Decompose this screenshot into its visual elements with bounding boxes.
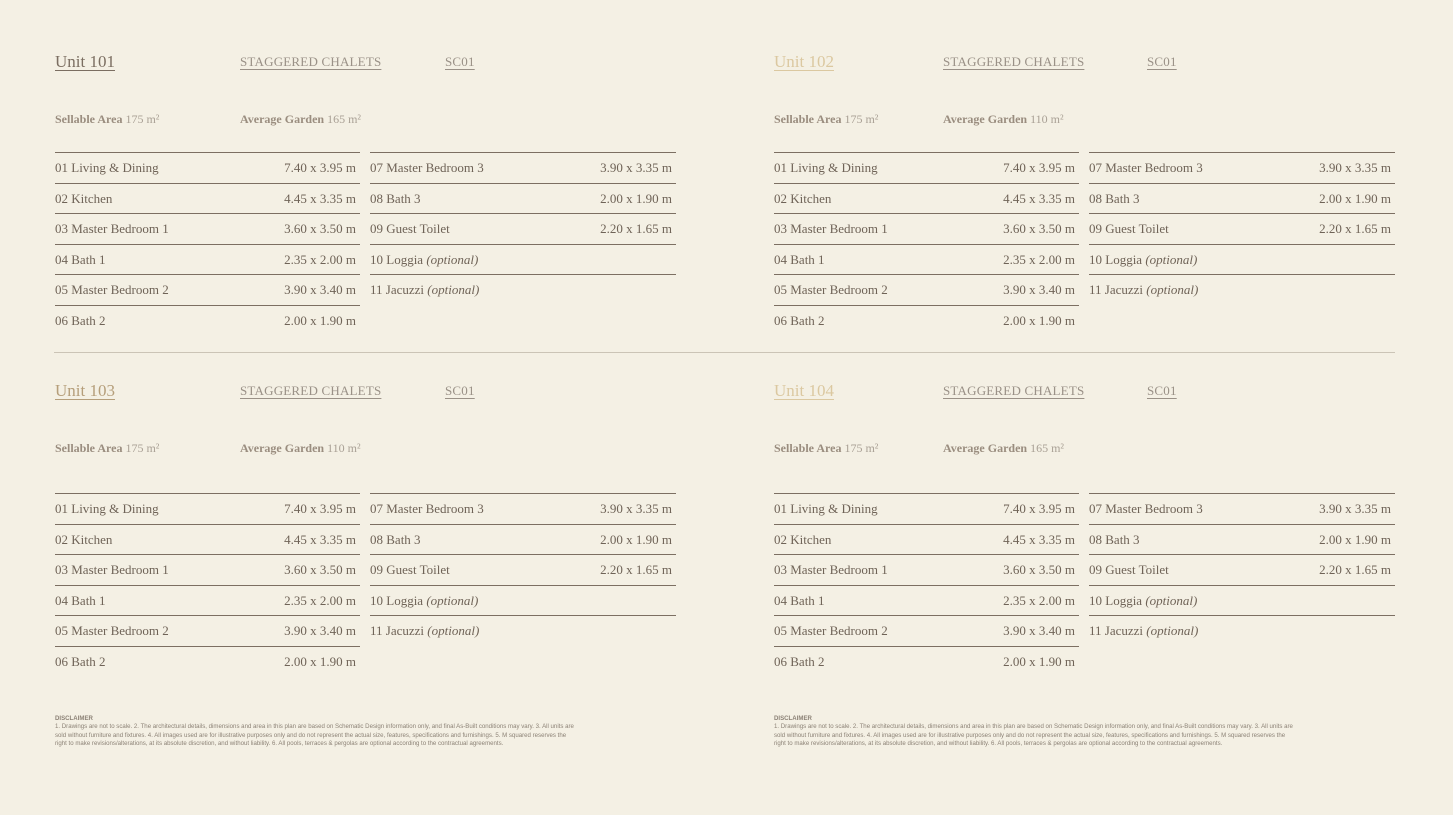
sellable-area-label: Sellable Area bbox=[774, 441, 842, 455]
room-list-right bbox=[1089, 152, 1395, 305]
optional-tag: (optional) bbox=[426, 251, 479, 267]
room-list-right bbox=[370, 493, 676, 646]
room-row bbox=[1089, 615, 1395, 646]
room-dimensions: 7.40 x 3.95 m bbox=[284, 160, 356, 175]
room-dimensions: 4.45 x 3.35 m bbox=[1003, 190, 1075, 206]
room-name: 01 Living & Dining bbox=[55, 501, 159, 516]
room-name: 11 Jacuzzi bbox=[370, 623, 425, 638]
room-dimensions: 2.00 x 1.90 m bbox=[1003, 312, 1075, 328]
room-name: 11 Jacuzzi bbox=[1089, 623, 1144, 638]
room-dimensions: 7.40 x 3.95 m bbox=[1003, 160, 1075, 175]
unit-title[interactable]: Unit 101 bbox=[55, 52, 115, 71]
room-name: 05 Master Bedroom 2 bbox=[774, 623, 888, 638]
room-row bbox=[1089, 493, 1395, 524]
unit-type-link[interactable]: STAGGERED CHALETS bbox=[943, 54, 1085, 69]
room-row bbox=[774, 152, 1079, 183]
room-row bbox=[55, 646, 360, 677]
room-dimensions: 3.60 x 3.50 m bbox=[1003, 562, 1075, 577]
garden-area-label: Average Garden bbox=[943, 112, 1028, 126]
garden-area-value: 110 m² bbox=[1030, 112, 1064, 126]
room-row bbox=[1089, 554, 1395, 585]
room-dimensions: 4.45 x 3.35 m bbox=[284, 531, 356, 547]
room-name: 08 Bath 3 bbox=[370, 190, 421, 206]
room-dimensions: 3.60 x 3.50 m bbox=[284, 221, 356, 236]
room-row bbox=[370, 493, 676, 524]
optional-tag: (optional) bbox=[1146, 623, 1199, 638]
disclaimer-left bbox=[55, 715, 575, 749]
room-name: 05 Master Bedroom 2 bbox=[55, 282, 169, 297]
room-name: 02 Kitchen bbox=[55, 190, 113, 206]
room-dimensions: 4.45 x 3.35 m bbox=[1003, 531, 1075, 547]
room-dimensions: 2.00 x 1.90 m bbox=[284, 312, 356, 328]
room-dimensions: 3.60 x 3.50 m bbox=[284, 562, 356, 577]
room-name: 09 Guest Toilet bbox=[370, 562, 450, 577]
unit-card bbox=[774, 381, 1414, 701]
room-row bbox=[370, 244, 676, 275]
garden-area-value: 165 m² bbox=[327, 112, 362, 126]
room-name: 10 Loggia bbox=[1089, 592, 1143, 608]
disclaimer-right bbox=[774, 715, 1294, 749]
room-row bbox=[55, 213, 360, 244]
room-dimensions: 3.90 x 3.40 m bbox=[1003, 623, 1075, 638]
section-divider bbox=[54, 352, 1395, 353]
room-row bbox=[774, 244, 1079, 275]
room-name: 01 Living & Dining bbox=[774, 501, 878, 516]
room-row bbox=[774, 554, 1079, 585]
room-dimensions: 2.20 x 1.65 m bbox=[1319, 221, 1391, 236]
room-dimensions: 7.40 x 3.95 m bbox=[1003, 501, 1075, 516]
room-dimensions: 2.35 x 2.00 m bbox=[1003, 592, 1075, 608]
room-dimensions: 3.90 x 3.40 m bbox=[284, 623, 356, 638]
sellable-area-label: Sellable Area bbox=[55, 441, 123, 455]
unit-code-link[interactable]: SC01 bbox=[1147, 54, 1177, 69]
room-name: 09 Guest Toilet bbox=[1089, 221, 1169, 236]
unit-title[interactable]: Unit 104 bbox=[774, 381, 834, 400]
room-list-right bbox=[1089, 493, 1395, 646]
room-row bbox=[55, 244, 360, 275]
room-dimensions: 2.00 x 1.90 m bbox=[600, 531, 672, 547]
unit-code-link[interactable]: SC01 bbox=[445, 54, 475, 69]
room-row bbox=[774, 305, 1079, 336]
room-name: 09 Guest Toilet bbox=[1089, 562, 1169, 577]
room-row bbox=[774, 524, 1079, 555]
room-name: 07 Master Bedroom 3 bbox=[370, 501, 484, 516]
room-row bbox=[774, 646, 1079, 677]
sellable-area-value: 175 m² bbox=[125, 441, 160, 455]
optional-tag: (optional) bbox=[1145, 251, 1198, 267]
room-list-left bbox=[774, 493, 1079, 676]
room-name: 03 Master Bedroom 1 bbox=[774, 221, 888, 236]
room-dimensions: 4.45 x 3.35 m bbox=[284, 190, 356, 206]
unit-card bbox=[774, 52, 1414, 372]
disclaimer-text: 1. Drawings are not to scale. 2. The architectural details, dimensions and area in this plan are based on Schematic Design information only, and final As-Built conditions may vary. 3. All units are sold without furniture and fixtures. 4. All images used are for illustrative purposes only and do not represent the actual size, features, specifications and furnishings. 5. M squared reserves the right to make revisions/alterations, at its absolute discretion, and without liability. 6. All pools, terraces & pergolas are optional according to the contractual agreements. bbox=[55, 723, 574, 748]
room-name: 04 Bath 1 bbox=[55, 251, 106, 267]
room-row bbox=[55, 615, 360, 646]
room-row bbox=[774, 183, 1079, 214]
garden-area-value: 165 m² bbox=[1030, 441, 1065, 455]
room-name: 10 Loggia bbox=[370, 592, 424, 608]
sellable-area-value: 175 m² bbox=[125, 112, 160, 126]
room-name: 09 Guest Toilet bbox=[370, 221, 450, 236]
room-name: 06 Bath 2 bbox=[774, 312, 825, 328]
room-name: 06 Bath 2 bbox=[55, 653, 106, 669]
room-dimensions: 2.20 x 1.65 m bbox=[1319, 562, 1391, 577]
unit-title[interactable]: Unit 102 bbox=[774, 52, 834, 71]
optional-tag: (optional) bbox=[427, 623, 480, 638]
room-row bbox=[1089, 524, 1395, 555]
optional-tag: (optional) bbox=[1146, 282, 1199, 297]
room-name: 03 Master Bedroom 1 bbox=[774, 562, 888, 577]
room-name: 06 Bath 2 bbox=[774, 653, 825, 669]
room-dimensions: 3.90 x 3.35 m bbox=[1319, 160, 1391, 175]
room-row bbox=[55, 152, 360, 183]
room-dimensions: 2.35 x 2.00 m bbox=[284, 251, 356, 267]
optional-tag: (optional) bbox=[1145, 592, 1198, 608]
room-name: 04 Bath 1 bbox=[774, 251, 825, 267]
garden-area-label: Average Garden bbox=[240, 441, 325, 455]
room-name: 08 Bath 3 bbox=[370, 531, 421, 547]
room-dimensions: 2.00 x 1.90 m bbox=[1003, 653, 1075, 669]
room-dimensions: 2.35 x 2.00 m bbox=[1003, 251, 1075, 267]
room-row bbox=[1089, 183, 1395, 214]
room-dimensions: 3.90 x 3.40 m bbox=[284, 282, 356, 297]
sellable-area-label: Sellable Area bbox=[55, 112, 123, 126]
room-dimensions: 3.90 x 3.35 m bbox=[1319, 501, 1391, 516]
disclaimer-heading: DISCLAIMER bbox=[774, 715, 812, 722]
room-row bbox=[55, 493, 360, 524]
unit-card bbox=[55, 52, 695, 372]
room-name: 08 Bath 3 bbox=[1089, 531, 1140, 547]
room-row bbox=[370, 524, 676, 555]
room-name: 02 Kitchen bbox=[55, 531, 113, 547]
sellable-area-label: Sellable Area bbox=[774, 112, 842, 126]
disclaimer-text: 1. Drawings are not to scale. 2. The architectural details, dimensions and area in this plan are based on Schematic Design information only, and final As-Built conditions may vary. 3. All units are sold without furniture and fixtures. 4. All images used are for illustrative purposes only and do not represent the actual size, features, specifications and furnishings. 5. M squared reserves the right to make revisions/alterations, at its absolute discretion, and without liability. 6. All pools, terraces & pergolas are optional according to the contractual agreements. bbox=[774, 723, 1293, 748]
room-row bbox=[774, 615, 1079, 646]
room-name: 10 Loggia bbox=[1089, 251, 1143, 267]
room-row bbox=[370, 585, 676, 616]
garden-area-label: Average Garden bbox=[943, 441, 1028, 455]
room-row bbox=[774, 493, 1079, 524]
room-row bbox=[370, 274, 676, 305]
room-name: 05 Master Bedroom 2 bbox=[55, 623, 169, 638]
unit-card bbox=[55, 381, 695, 701]
room-name: 01 Living & Dining bbox=[774, 160, 878, 175]
sellable-area-value: 175 m² bbox=[844, 112, 879, 126]
room-dimensions: 3.90 x 3.35 m bbox=[600, 501, 672, 516]
room-name: 05 Master Bedroom 2 bbox=[774, 282, 888, 297]
room-row bbox=[1089, 274, 1395, 305]
room-row bbox=[55, 305, 360, 336]
unit-code-link[interactable]: SC01 bbox=[1147, 383, 1177, 398]
unit-type-link[interactable]: STAGGERED CHALETS bbox=[240, 54, 382, 69]
garden-area-label: Average Garden bbox=[240, 112, 325, 126]
room-row bbox=[1089, 152, 1395, 183]
room-row bbox=[774, 274, 1079, 305]
room-name: 04 Bath 1 bbox=[55, 592, 106, 608]
room-name: 07 Master Bedroom 3 bbox=[370, 160, 484, 175]
room-name: 08 Bath 3 bbox=[1089, 190, 1140, 206]
room-name: 07 Master Bedroom 3 bbox=[1089, 160, 1203, 175]
room-list-right bbox=[370, 152, 676, 305]
room-dimensions: 2.35 x 2.00 m bbox=[284, 592, 356, 608]
room-dimensions: 2.00 x 1.90 m bbox=[600, 190, 672, 206]
room-row bbox=[55, 274, 360, 305]
sellable-area-value: 175 m² bbox=[844, 441, 879, 455]
room-list-left bbox=[55, 493, 360, 676]
room-dimensions: 2.00 x 1.90 m bbox=[284, 653, 356, 669]
garden-area-value: 110 m² bbox=[327, 441, 361, 455]
room-dimensions: 3.90 x 3.35 m bbox=[600, 160, 672, 175]
room-dimensions: 3.90 x 3.40 m bbox=[1003, 282, 1075, 297]
room-name: 03 Master Bedroom 1 bbox=[55, 221, 169, 236]
room-dimensions: 2.00 x 1.90 m bbox=[1319, 190, 1391, 206]
room-name: 03 Master Bedroom 1 bbox=[55, 562, 169, 577]
room-name: 11 Jacuzzi bbox=[1089, 282, 1144, 297]
room-name: 07 Master Bedroom 3 bbox=[1089, 501, 1203, 516]
room-name: 01 Living & Dining bbox=[55, 160, 159, 175]
optional-tag: (optional) bbox=[427, 282, 480, 297]
room-row bbox=[55, 524, 360, 555]
unit-type-link[interactable]: STAGGERED CHALETS bbox=[240, 383, 382, 398]
unit-code-link[interactable]: SC01 bbox=[445, 383, 475, 398]
room-dimensions: 2.00 x 1.90 m bbox=[1319, 531, 1391, 547]
room-name: 04 Bath 1 bbox=[774, 592, 825, 608]
room-dimensions: 2.20 x 1.65 m bbox=[600, 562, 672, 577]
room-dimensions: 3.60 x 3.50 m bbox=[1003, 221, 1075, 236]
room-row bbox=[1089, 213, 1395, 244]
room-row bbox=[1089, 244, 1395, 275]
room-row bbox=[370, 554, 676, 585]
room-row bbox=[370, 213, 676, 244]
room-row bbox=[370, 183, 676, 214]
room-name: 06 Bath 2 bbox=[55, 312, 106, 328]
room-row bbox=[1089, 585, 1395, 616]
room-row bbox=[370, 615, 676, 646]
room-row bbox=[55, 183, 360, 214]
room-dimensions: 2.20 x 1.65 m bbox=[600, 221, 672, 236]
room-name: 11 Jacuzzi bbox=[370, 282, 425, 297]
room-list-left bbox=[774, 152, 1079, 335]
room-row bbox=[55, 554, 360, 585]
unit-title[interactable]: Unit 103 bbox=[55, 381, 115, 400]
room-row bbox=[774, 585, 1079, 616]
room-name: 02 Kitchen bbox=[774, 190, 832, 206]
room-name: 02 Kitchen bbox=[774, 531, 832, 547]
room-row bbox=[55, 585, 360, 616]
room-dimensions: 7.40 x 3.95 m bbox=[284, 501, 356, 516]
room-row bbox=[370, 152, 676, 183]
room-list-left bbox=[55, 152, 360, 335]
room-row bbox=[774, 213, 1079, 244]
room-name: 10 Loggia bbox=[370, 251, 424, 267]
disclaimer-heading: DISCLAIMER bbox=[55, 715, 93, 722]
unit-type-link[interactable]: STAGGERED CHALETS bbox=[943, 383, 1085, 398]
optional-tag: (optional) bbox=[426, 592, 479, 608]
